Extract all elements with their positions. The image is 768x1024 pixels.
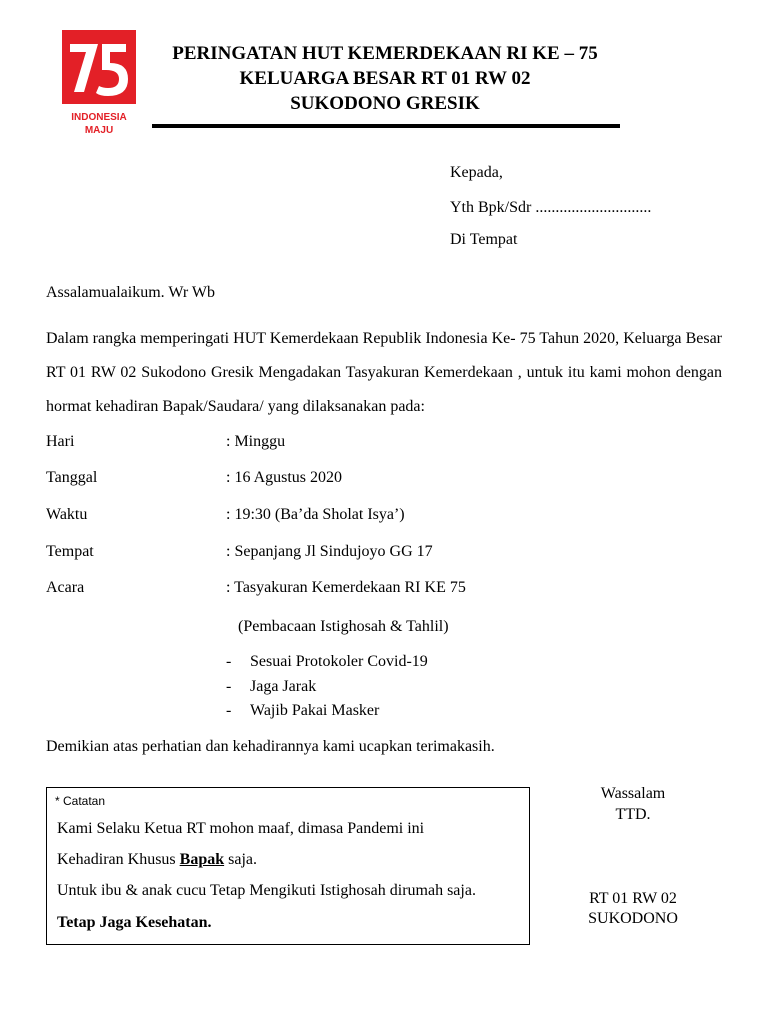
signature-ttd: TTD. — [615, 806, 651, 823]
detail-label-time: Waktu — [46, 506, 88, 523]
recipient-name: Yth Bpk/Sdr ............................. — [450, 199, 652, 216]
protocol-text: Jaga Jarak — [250, 678, 317, 695]
event-subtitle: (Pembacaan Istighosah & Tahlil) — [238, 618, 449, 635]
signature-org: RT 01 RW 02 — [589, 890, 677, 907]
protocol-item: - Wajib Pakai Masker — [226, 702, 380, 719]
protocol-text: Wajib Pakai Masker — [250, 702, 380, 719]
note-emphasis-bapak: Bapak — [179, 851, 225, 868]
detail-value-time: : 19:30 (Ba’da Sholat Isya’) — [226, 506, 405, 523]
note-line-3: Untuk ibu & anak cucu Tetap Mengikuti Istighosah dirumah saja. — [57, 882, 476, 899]
note-line-2 — [57, 851, 257, 869]
detail-label-date: Tanggal — [46, 469, 98, 486]
note-title: * Catatan — [55, 794, 106, 808]
detail-value-date: : 16 Agustus 2020 — [226, 469, 343, 486]
signature-closing: Wassalam — [600, 785, 666, 802]
note-line-2-start: Kehadiran Khusus — [57, 851, 180, 868]
note-line-4: Tetap Jaga Kesehatan. — [57, 914, 212, 931]
detail-label-event: Acara — [46, 579, 85, 596]
logo-graphic — [62, 30, 136, 142]
closing-text: Demikian atas perhatian dan kehadirannya kami ucapkan terimakasih. — [46, 738, 495, 755]
note-line-1: Kami Selaku Ketua RT mohon maaf, dimasa Pandemi ini — [57, 820, 425, 837]
note-box — [46, 787, 530, 945]
note-line-2-end: saja. — [224, 851, 257, 868]
detail-value-place: : Sepanjang Jl Sindujoyo GG 17 — [226, 543, 433, 560]
header-divider — [152, 124, 620, 128]
protocol-text: Sesuai Protokoler Covid-19 — [250, 653, 428, 670]
protocol-item: - Jaga Jarak — [226, 678, 317, 695]
detail-label-place: Tempat — [46, 543, 94, 560]
header-location: SUKODONO GRESIK — [290, 93, 480, 114]
protocol-item: - Sesuai Protokoler Covid-19 — [226, 653, 428, 670]
recipient-place: Di Tempat — [450, 231, 518, 248]
recipient-to: Kepada, — [450, 164, 503, 181]
logo-text-1: INDONESIA — [71, 112, 127, 123]
detail-label-day: Hari — [46, 433, 75, 450]
detail-value-day: : Minggu — [226, 433, 286, 450]
greeting: Assalamualaikum. Wr Wb — [46, 284, 215, 301]
header-title: PERINGATAN HUT KEMERDEKAAN RI KE – 75 — [172, 43, 598, 64]
intro-paragraph: Dalam rangka memperingati HUT Kemerdekaan Republik Indonesia Ke- 75 Tahun 2020, Keluarga Besar RT 01 RW 02 Sukodono Gresik Mengadakan Tasyakuran Kemerdekaan , untuk itu kami mohon dengan hormat kehadiran Bapak/Saudara/ yang dilaksanakan pada: — [46, 330, 722, 415]
signature-location: SUKODONO — [588, 910, 678, 927]
header-org: KELUARGA BESAR RT 01 RW 02 — [239, 68, 531, 89]
hut-ri-75-logo — [62, 30, 136, 142]
logo-text-2: MAJU — [84, 125, 114, 136]
detail-value-event: : Tasyakuran Kemerdekaan RI KE 75 — [226, 579, 466, 596]
